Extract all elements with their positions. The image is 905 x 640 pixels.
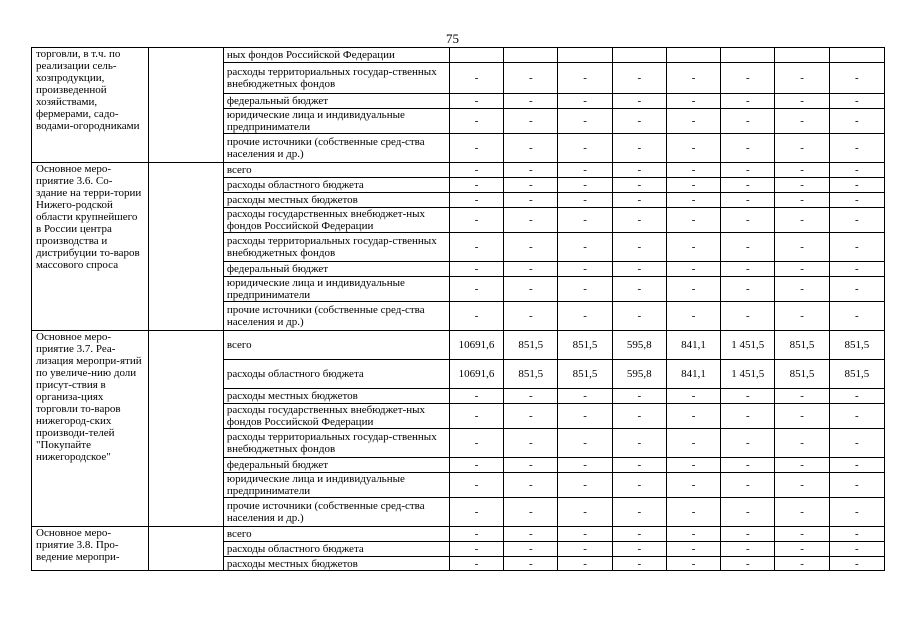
value-cell: - (775, 109, 829, 134)
value-cell (449, 48, 503, 63)
value-cell: - (666, 404, 720, 429)
value-cell: - (666, 262, 720, 277)
value-cell: - (558, 233, 612, 262)
value-cell: - (721, 557, 775, 571)
value-cell: - (666, 527, 720, 542)
funding-source-cell: федеральный бюджет (223, 94, 449, 109)
value-cell: - (449, 94, 503, 109)
value-cell: - (612, 277, 666, 302)
value-cell: - (775, 277, 829, 302)
value-cell (504, 48, 558, 63)
funding-source-cell: федеральный бюджет (223, 458, 449, 473)
value-cell: - (829, 262, 884, 277)
value-cell: 10691,6 (449, 360, 503, 389)
event-name-cell: торговли, в т.ч. по реализации сель-хозпродукции, произведенной хозяйствами, фермерами, садо-водами-огородниками (32, 48, 149, 163)
funding-source-cell: расходы территориальных государ-ственных внебюджетных фондов (223, 63, 449, 94)
value-cell: - (558, 429, 612, 458)
value-cell: - (558, 193, 612, 208)
value-cell: - (558, 404, 612, 429)
value-cell: - (558, 458, 612, 473)
value-cell: - (721, 178, 775, 193)
value-cell: - (666, 109, 720, 134)
value-cell (721, 48, 775, 63)
value-cell: - (775, 542, 829, 557)
table-row (32, 48, 885, 63)
funding-source-cell: юридические лица и индивидуальные предприниматели (223, 109, 449, 134)
funding-source-cell: расходы территориальных государ-ственных внебюджетных фондов (223, 429, 449, 458)
funding-source-cell: расходы территориальных государ-ственных внебюджетных фондов (223, 233, 449, 262)
value-cell: - (666, 557, 720, 571)
value-cell: - (612, 208, 666, 233)
value-cell: - (504, 473, 558, 498)
value-cell: - (775, 63, 829, 94)
value-cell: - (612, 302, 666, 331)
value-cell: - (612, 498, 666, 527)
value-cell: - (721, 134, 775, 163)
value-cell: - (558, 557, 612, 571)
value-cell: - (721, 473, 775, 498)
value-cell: - (829, 63, 884, 94)
value-cell: - (612, 163, 666, 178)
value-cell: - (666, 134, 720, 163)
value-cell: - (666, 277, 720, 302)
value-cell: - (775, 262, 829, 277)
value-cell: - (449, 429, 503, 458)
value-cell: - (721, 163, 775, 178)
value-cell: - (558, 473, 612, 498)
value-cell: - (558, 389, 612, 404)
value-cell: - (504, 109, 558, 134)
event-name-cell: Основное меро-приятие 3.7. Реа-лизация меропри-ятий по увеличе-нию доли присут-ствия в организа-циях торговли то-варов нижегород-ских производи-телей "Покупайте нижегородское" (32, 331, 149, 527)
value-cell: - (721, 389, 775, 404)
value-cell: - (829, 404, 884, 429)
executor-cell (148, 48, 223, 163)
funding-source-cell: ных фондов Российской Федерации (223, 48, 449, 63)
value-cell: - (721, 277, 775, 302)
value-cell: - (612, 557, 666, 571)
value-cell: - (775, 134, 829, 163)
value-cell: - (829, 527, 884, 542)
funding-source-cell: расходы областного бюджета (223, 360, 449, 389)
value-cell: - (612, 233, 666, 262)
value-cell: - (612, 178, 666, 193)
value-cell: - (558, 542, 612, 557)
value-cell: 1 451,5 (721, 360, 775, 389)
value-cell: - (666, 178, 720, 193)
value-cell: - (666, 63, 720, 94)
value-cell: - (829, 557, 884, 571)
funding-source-cell: юридические лица и индивидуальные предприниматели (223, 473, 449, 498)
value-cell: 851,5 (829, 331, 884, 360)
value-cell: - (666, 193, 720, 208)
value-cell: - (558, 63, 612, 94)
value-cell: - (449, 527, 503, 542)
value-cell: - (612, 134, 666, 163)
value-cell: - (612, 542, 666, 557)
value-cell: - (449, 193, 503, 208)
table-row (32, 163, 885, 178)
value-cell: - (558, 163, 612, 178)
value-cell: - (449, 134, 503, 163)
value-cell: - (775, 473, 829, 498)
value-cell: - (558, 262, 612, 277)
value-cell: 851,5 (504, 331, 558, 360)
value-cell: - (449, 389, 503, 404)
value-cell: - (721, 193, 775, 208)
value-cell: 851,5 (829, 360, 884, 389)
funding-source-cell: прочие источники (собственные сред-ства населения и др.) (223, 134, 449, 163)
value-cell: - (558, 94, 612, 109)
value-cell: - (504, 498, 558, 527)
value-cell: - (504, 193, 558, 208)
value-cell: - (449, 208, 503, 233)
value-cell (829, 48, 884, 63)
value-cell: - (504, 233, 558, 262)
value-cell: 851,5 (504, 360, 558, 389)
value-cell: - (829, 134, 884, 163)
value-cell: - (449, 498, 503, 527)
value-cell: - (721, 233, 775, 262)
value-cell: - (612, 404, 666, 429)
value-cell: - (612, 429, 666, 458)
value-cell: - (449, 542, 503, 557)
value-cell: 851,5 (558, 360, 612, 389)
funding-source-cell: расходы областного бюджета (223, 178, 449, 193)
value-cell: 595,8 (612, 360, 666, 389)
value-cell: - (558, 527, 612, 542)
executor-cell (148, 331, 223, 527)
funding-source-cell: расходы местных бюджетов (223, 557, 449, 571)
value-cell: - (612, 262, 666, 277)
value-cell: 10691,6 (449, 331, 503, 360)
event-name-cell: Основное меро-приятие 3.8. Про-ведение меропри- (32, 527, 149, 571)
executor-cell (148, 527, 223, 571)
funding-source-cell: всего (223, 163, 449, 178)
value-cell: - (449, 404, 503, 429)
funding-source-cell: всего (223, 527, 449, 542)
value-cell: - (504, 429, 558, 458)
executor-cell (148, 163, 223, 331)
value-cell: - (829, 208, 884, 233)
value-cell: - (504, 542, 558, 557)
value-cell: - (829, 163, 884, 178)
value-cell: - (558, 178, 612, 193)
value-cell: - (666, 389, 720, 404)
value-cell: 1 451,5 (721, 331, 775, 360)
value-cell: - (829, 277, 884, 302)
value-cell: - (612, 94, 666, 109)
value-cell: - (775, 178, 829, 193)
table-row (32, 527, 885, 542)
value-cell: - (721, 404, 775, 429)
value-cell: - (504, 262, 558, 277)
value-cell: - (504, 208, 558, 233)
value-cell (666, 48, 720, 63)
value-cell: - (775, 163, 829, 178)
value-cell: - (829, 178, 884, 193)
value-cell: 841,1 (666, 331, 720, 360)
funding-source-cell: прочие источники (собственные сред-ства населения и др.) (223, 498, 449, 527)
value-cell: - (666, 473, 720, 498)
value-cell (775, 48, 829, 63)
value-cell: - (829, 193, 884, 208)
funding-source-cell: расходы государственных внебюджет-ных фондов Российской Федерации (223, 404, 449, 429)
value-cell: 851,5 (775, 331, 829, 360)
funding-source-cell: расходы государственных внебюджет-ных фондов Российской Федерации (223, 208, 449, 233)
page-number: 75 (446, 31, 459, 46)
value-cell: - (449, 277, 503, 302)
value-cell: - (775, 302, 829, 331)
value-cell: - (829, 542, 884, 557)
value-cell: - (504, 404, 558, 429)
value-cell: - (449, 262, 503, 277)
value-cell: - (829, 109, 884, 134)
value-cell: - (775, 458, 829, 473)
value-cell: - (666, 302, 720, 331)
value-cell: - (449, 458, 503, 473)
value-cell: - (449, 233, 503, 262)
funding-source-cell: всего (223, 331, 449, 360)
funding-source-cell: расходы местных бюджетов (223, 389, 449, 404)
value-cell: - (721, 63, 775, 94)
value-cell: - (721, 94, 775, 109)
value-cell: - (504, 163, 558, 178)
value-cell: - (829, 302, 884, 331)
value-cell: - (829, 473, 884, 498)
value-cell: - (449, 178, 503, 193)
value-cell: - (612, 193, 666, 208)
funding-source-cell: федеральный бюджет (223, 262, 449, 277)
value-cell: - (558, 498, 612, 527)
event-name-cell: Основное меро-приятие 3.6. Со-здание на терри-тории Нижего-родской области крупнейшего в России центра производства и дистрибуции то-варов массового спроса (32, 163, 149, 331)
value-cell: - (612, 63, 666, 94)
value-cell: - (721, 542, 775, 557)
value-cell: 595,8 (612, 331, 666, 360)
value-cell: - (721, 208, 775, 233)
value-cell: 851,5 (558, 331, 612, 360)
value-cell: - (775, 208, 829, 233)
value-cell: - (504, 389, 558, 404)
value-cell: - (775, 389, 829, 404)
value-cell: - (558, 208, 612, 233)
value-cell: - (829, 94, 884, 109)
value-cell: - (558, 277, 612, 302)
value-cell: - (721, 109, 775, 134)
value-cell: - (775, 527, 829, 542)
value-cell (558, 48, 612, 63)
value-cell: - (449, 109, 503, 134)
value-cell: - (504, 178, 558, 193)
value-cell: - (558, 134, 612, 163)
value-cell: - (721, 498, 775, 527)
value-cell: - (558, 109, 612, 134)
value-cell: 851,5 (775, 360, 829, 389)
value-cell: - (612, 527, 666, 542)
value-cell: - (504, 458, 558, 473)
value-cell: - (449, 473, 503, 498)
value-cell: - (775, 94, 829, 109)
value-cell: - (449, 557, 503, 571)
value-cell: - (666, 233, 720, 262)
funding-source-cell: юридические лица и индивидуальные предприниматели (223, 277, 449, 302)
value-cell: - (558, 302, 612, 331)
value-cell: - (612, 458, 666, 473)
value-cell: - (666, 458, 720, 473)
value-cell: - (666, 542, 720, 557)
value-cell: - (666, 208, 720, 233)
value-cell: - (504, 277, 558, 302)
value-cell: - (775, 233, 829, 262)
value-cell: - (666, 94, 720, 109)
value-cell: - (829, 498, 884, 527)
value-cell: - (449, 163, 503, 178)
funding-source-cell: расходы областного бюджета (223, 542, 449, 557)
value-cell: - (504, 63, 558, 94)
value-cell: - (775, 193, 829, 208)
value-cell: - (666, 498, 720, 527)
funding-source-cell: расходы местных бюджетов (223, 193, 449, 208)
value-cell: - (612, 473, 666, 498)
funding-source-cell: прочие источники (собственные сред-ства населения и др.) (223, 302, 449, 331)
value-cell: - (721, 302, 775, 331)
value-cell: - (504, 527, 558, 542)
value-cell: - (775, 429, 829, 458)
value-cell: - (504, 94, 558, 109)
table-row (32, 331, 885, 360)
value-cell: - (775, 498, 829, 527)
value-cell: - (829, 429, 884, 458)
value-cell: - (612, 389, 666, 404)
value-cell: - (612, 109, 666, 134)
value-cell: - (666, 429, 720, 458)
value-cell: - (829, 233, 884, 262)
value-cell: - (721, 262, 775, 277)
value-cell: - (721, 527, 775, 542)
value-cell: - (666, 163, 720, 178)
value-cell: - (775, 404, 829, 429)
value-cell: - (721, 429, 775, 458)
value-cell: - (504, 557, 558, 571)
value-cell: - (449, 63, 503, 94)
value-cell: - (504, 302, 558, 331)
value-cell: - (721, 458, 775, 473)
value-cell: - (829, 389, 884, 404)
value-cell (612, 48, 666, 63)
value-cell: - (504, 134, 558, 163)
value-cell: - (775, 557, 829, 571)
budget-table (31, 47, 885, 571)
value-cell: - (449, 302, 503, 331)
value-cell: - (829, 458, 884, 473)
value-cell: 841,1 (666, 360, 720, 389)
